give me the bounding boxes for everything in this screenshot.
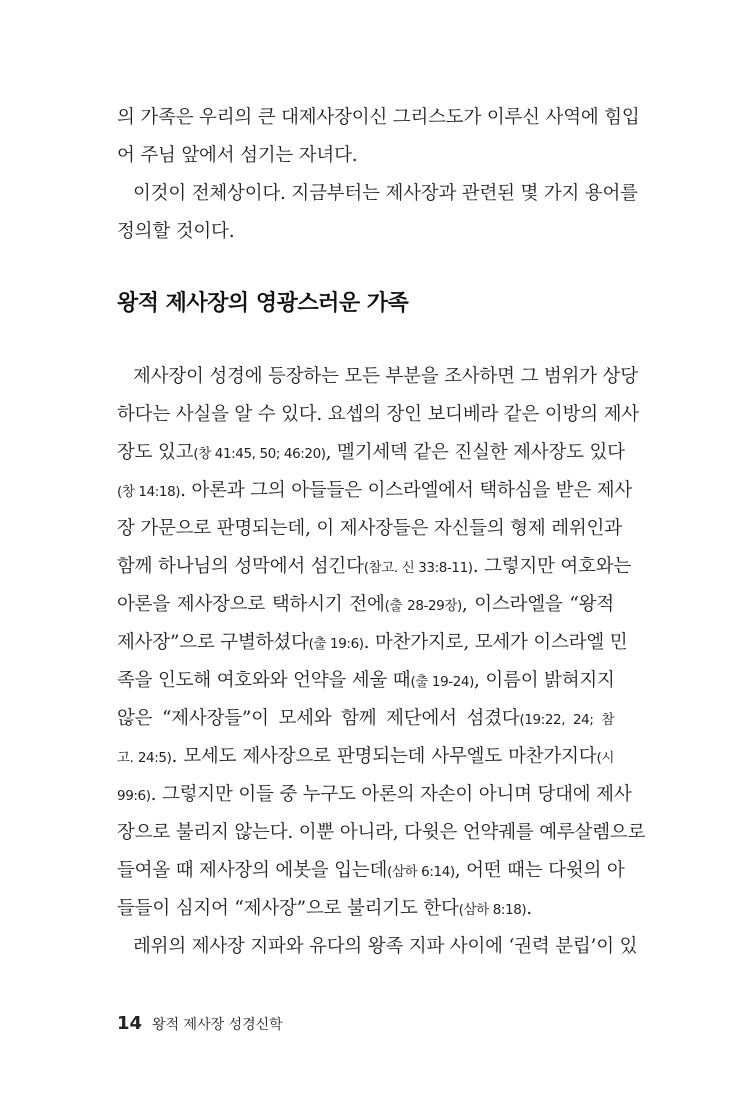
text-span: . 모세도 제사장으로 판명되는데 사무엘도 마찬가지다 — [171, 746, 597, 767]
scripture-reference: (19:22, 24; 참 — [519, 712, 614, 728]
text-span: 족을 인도해 여호와와 언약을 세울 때 — [117, 670, 411, 691]
paragraph-line — [117, 477, 633, 505]
paragraph-line — [117, 629, 628, 657]
text-span: 들여올 때 제사장의 에봇을 입는데 — [117, 860, 388, 881]
paragraph-line: 장으로 불리지 않는다. 이뿐 아니라, 다윗은 언약궤를 예루살렘으로 — [117, 822, 646, 843]
scripture-reference: (삼하 8:18) — [458, 902, 527, 918]
paragraph-line: 의 가족은 우리의 큰 대제사장이신 그리스도가 이루신 사역에 힘입 — [117, 107, 640, 128]
scripture-reference: (삼하 6:14) — [387, 864, 455, 880]
paragraph-line: 하다는 사실을 알 수 있다. 요셉의 장인 보디베라 같은 이방의 제사 — [117, 404, 639, 425]
scripture-reference: (출 19-24) — [410, 674, 474, 690]
text-span: , 멜기세덱 같은 진실한 제사장도 있다 — [325, 442, 625, 463]
scripture-reference: (시 — [596, 750, 614, 766]
page-number: 14 — [117, 1013, 143, 1034]
paragraph-line — [117, 439, 625, 467]
scripture-reference: 99:6) — [117, 788, 151, 804]
paragraph-line: 어 주님 앞에서 섬기는 자녀다. — [117, 145, 358, 166]
text-span: 들들이 심지어 “제사장”으로 불리기도 한다 — [117, 898, 459, 919]
paragraph-line: 이것이 전체상이다. 지금부터는 제사장과 관련된 몇 가지 용어를 — [133, 183, 638, 204]
scripture-reference: (출 19:6) — [308, 636, 364, 652]
paragraph-line — [117, 553, 632, 581]
paragraph-line: 레위의 제사장 지파와 유다의 왕족 지파 사이에 ‘권력 분립’이 있 — [133, 936, 638, 957]
scripture-reference: (참고. 신 33:8-11) — [363, 560, 473, 576]
text-span: . 아론과 그의 아들들은 이스라엘에서 택하심을 받은 제사 — [180, 480, 633, 501]
paragraph-line: 장 가문으로 판명되는데, 이 제사장들은 자신들의 형제 레위인과 — [117, 518, 622, 539]
text-span: 장도 있고 — [117, 442, 194, 463]
paragraph-line: 정의할 것이다. — [117, 221, 235, 242]
page-footer — [117, 1012, 283, 1037]
paragraph-line — [117, 781, 632, 809]
text-span: 함께 하나님의 성막에서 섬긴다 — [117, 556, 364, 577]
paragraph-line: 제사장이 성경에 등장하는 모든 부분을 조사하면 그 범위가 상당 — [133, 366, 638, 387]
text-span: 않은 “제사장들”이 모세와 함께 제단에서 섬겼다 — [117, 708, 520, 729]
paragraph-line — [117, 857, 625, 885]
section-heading: 왕적 제사장의 영광스러운 가족 — [117, 291, 409, 316]
text-span: . 그렇지만 이들 중 누구도 아론의 자손이 아니며 당대에 제사 — [150, 784, 632, 805]
paragraph-line — [117, 895, 614, 923]
scripture-reference: (출 28-29장) — [384, 598, 462, 614]
text-span: , 어떤 때는 다윗의 아 — [454, 860, 625, 881]
text-span: , 이스라엘을 “왕적 — [461, 594, 615, 615]
paragraph-line — [117, 667, 614, 695]
scripture-reference: 고. 24:5) — [117, 750, 172, 766]
text-span: . — [526, 898, 532, 919]
text-span: 아론을 제사장으로 택하시기 전에 — [117, 594, 385, 615]
text-span: 제사장”으로 구별하셨다 — [117, 632, 309, 653]
paragraph-line — [117, 705, 614, 733]
text-span: , 이름이 밝혀지지 — [473, 670, 615, 691]
text-span: . 그렇지만 여호와는 — [472, 556, 632, 577]
text-span: . 마찬가지로, 모세가 이스라엘 민 — [363, 632, 628, 653]
scripture-reference: (창 14:18) — [117, 484, 181, 500]
paragraph-line — [117, 591, 614, 619]
paragraph-line — [117, 743, 614, 771]
book-title: 왕적 제사장 성경신학 — [152, 1017, 283, 1033]
scripture-reference: (창 41:45, 50; 46:20) — [193, 446, 326, 462]
